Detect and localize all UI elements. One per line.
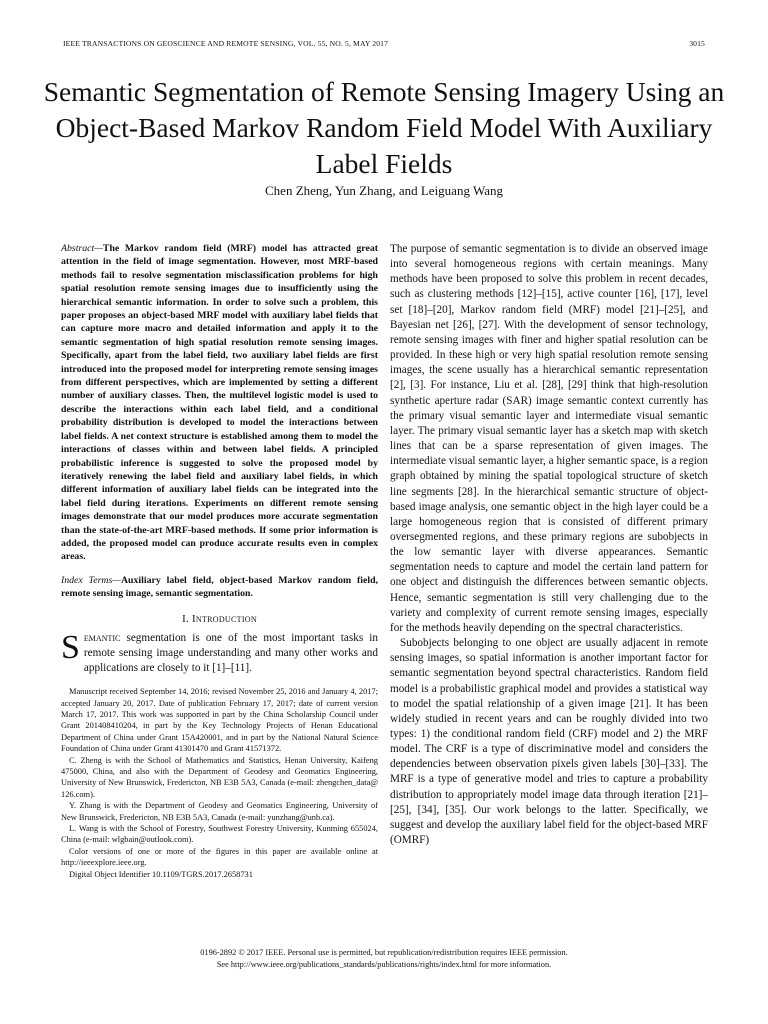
index-terms [61, 574, 378, 601]
author-list: Chen Zheng, Yun Zhang, and Leiguang Wang [265, 183, 503, 198]
footnote-author-zhang: Y. Zhang is with the Department of Geodesy and Geomatics Engineering, University of New Brunswick, Fredericton, NB E3B 5A3, Canada (e-mail: yunzhang@unb.ca). [61, 801, 378, 822]
footnote-author-wang: L. Wang is with the School of Forestry, Southwest Forestry University, Kunming 655024, China (e-mail: wlgbain@outlook.com). [61, 824, 378, 845]
section-number: I. [182, 612, 189, 625]
section-title: Introduction [191, 612, 257, 625]
abstract-label: Abstract— [61, 243, 103, 254]
footnote-author-zheng: C. Zheng is with the School of Mathematics and Statistics, Henan University, Kaifeng 475000, China, and also with the Department of Geodesy and Geomatics Engineering, University of New Brunswick, Fredericton, NB E3B 5A3, Canada (e-mail: zhengchen_data@ 126.com). [61, 755, 378, 799]
left-column [61, 242, 378, 880]
copyright-footer [0, 947, 768, 971]
rights-url-line: See http://www.ieee.org/publications_standards/publications/rights/index.html for more information. [216, 960, 552, 969]
section-heading [61, 613, 378, 625]
index-terms-text: Auxiliary label field, object-based Markov random field, remote sensing image, semantic segmentation. [61, 574, 378, 600]
copyright-line: 0196-2892 © 2017 IEEE. Personal use is permitted, but republication/redistribution requires IEEE permission. [200, 948, 568, 957]
body-paragraph: The purpose of semantic segmentation is to divide an observed image into several homogeneous regions with certain meanings. Many methods have been proposed to solve this problem in recent decades, such as clustering methods [12]–[15], active counter [16], [17], level set [18]–[20], Markov random field (MRF) model [21]–[25], and Bayesian net [26], [27]. With the development of sensor technology, remote sensing images with finer and higher spatial resolution can be provided. In these high or very high spatial resolution remote sensing images, the scene usually has a hierarchical semantic representation [2], [3]. For instance, Liu et al. [28], [29] think that high-resolution synthetic aperture radar (SAR) image semantic context currently has the primary visual semantic layer and intermediate visual semantic layer. The primary visual semantic layer has a sketch map with sketch lines that can be a sparse representation of given images. The intermediate visual semantic layer, a higher semantic space, is a region graph obtained by mining the spatial topological structure of sketch line segments [28]. In the hierarchical semantic structure of object-based image analysis, one semantic object in the high layer could be a large homogeneous region that is consisted of different primary oversegmented regions, and these primary regions are subobjects in the low semantic layer with diverse appearances. Semantic segmentation needs to capture and model the certain land pattern for one object and distinguish the differences between semantic objects. Hence, semantic segmentation is still very challenging due to the variety and complexity of current remote sensing images, especially for the methods heavily depending on the spectral characteristics. [390, 243, 708, 634]
journal-citation: IEEE TRANSACTIONS ON GEOSCIENCE AND REMOTE SENSING, VOL. 55, NO. 5, MAY 2017 [63, 39, 389, 48]
footnote-color-figures: Color versions of one or more of the figures in this paper are available online at http://ieeexplore.ieee.org. [61, 846, 378, 868]
intro-smallcaps: emantic [83, 631, 121, 644]
intro-paragraph [61, 628, 378, 677]
paper-title: Semantic Segmentation of Remote Sensing Imagery Using an Object-Based Markov Random Field Model With Auxiliary Label Fields [43, 76, 725, 179]
running-head [63, 39, 705, 48]
body-paragraph: Subobjects belonging to one object are usually adjacent in remote sensing images, so spatial information is another important factor for semantic segmentation beyond spectral characteristics. Random field model is a probabilistic graphical model and provides a statistical way to model the spatial relationship of a given image [21]. It has been widely studied in recent years and can be roughly divided into two types: 1) the conditional random field (CRF) model and 2) the MRF model. The CRF is a type of discriminative model and considers the dependencies between observation pixels given labels [30]–[33]. The MRF is a type of generative model and tries to capture a probability distribution to appropriately model image data through iteration [21]–[25], [34], [35]. Our work belongs to the latter. Specifically, we suggest and develop the auxiliary label field for the object-based MRF (OMRF) [390, 637, 708, 847]
footnotes [61, 686, 378, 880]
abstract [61, 242, 378, 564]
footnote-doi: Digital Object Identifier 10.1109/TGRS.2017.2658731 [69, 869, 253, 879]
index-terms-label: Index Terms— [61, 574, 121, 586]
abstract-text: The Markov random field (MRF) model has attracted great attention in the field of image segmentation. However, most MRF-based methods fail to resolve segmentation misclassification problems for high spatial resolution remote sensing images due to insufficiently using the hierarchical semantic information. In order to solve such a problem, this paper proposes an object-based MRF model with auxiliary label fields that can capture more macro and detailed information and apply it to the semantic segmentation of high spatial resolution remote sensing images. Specifically, apart from the label field, two auxiliary label fields are first introduced into the proposed model for interpreting remote sensing images from different perspectives, which are implemented by setting a different number of auxiliary classes. Then, the multilevel logistic model is used to describe the interactions within each label field, and a conditional probability distribution is developed to model the interactions between label fields. A net context structure is established among them to model the interactions of classes within and between label fields. A principled probabilistic inference is suggested to solve the proposed model by iteratively renewing the label field and auxiliary label fields, in which different information of auxiliary label fields can be integrated into the label field during iterations. Experiments on different remote sensing images demonstrate that our model produces more accurate segmentation than the state-of-the-art MRF-based methods. If some prior information is added, the proposed model can produce accurate results even in complex areas. [61, 243, 378, 563]
page-number: 3015 [689, 39, 705, 48]
footnote-manuscript: Manuscript received September 14, 2016; revised November 25, 2016 and January 4, 2017; accepted January 20, 2017. Date of publication February 17, 2017; date of current version March 17, 2017. This work was supported in part by the China Scholarship Council under Grant 201408410204, in part by the Key Technology Projects of Henan Educational Department of China under Grant 15A420001, and in part by the National Natural Science Foundation of China under Grant 41301470 and Grant 41571372. [61, 687, 378, 754]
drop-cap: S [61, 628, 80, 666]
intro-text: segmentation is one of the most important tasks in remote sensing image understanding and many other works and applications are closely to it [1]–[11]. [83, 631, 378, 674]
right-column [390, 242, 708, 848]
